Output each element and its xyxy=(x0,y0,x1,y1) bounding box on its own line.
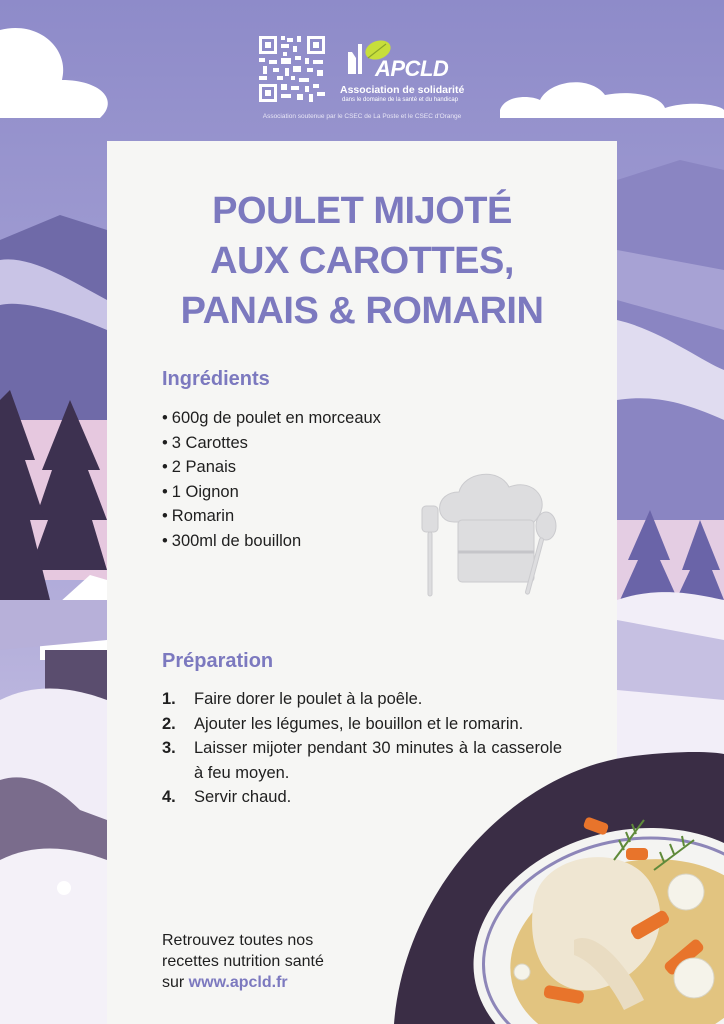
step-text: Servir chaud. xyxy=(194,788,292,806)
footer-line xyxy=(162,972,324,993)
title-line: AUX CAROTTES, xyxy=(210,240,514,282)
logo-name: APCLD xyxy=(375,56,449,81)
preparation-heading: Préparation xyxy=(162,650,274,672)
step-number: 4. xyxy=(162,788,176,806)
step-item xyxy=(162,687,562,712)
ingredient-item: • 2 Panais xyxy=(162,455,381,480)
logo-tagline: Association de solidarité xyxy=(340,84,465,96)
chef-hat-icon xyxy=(414,462,560,608)
recipe-title xyxy=(107,186,617,336)
step-number: 3. xyxy=(162,739,176,757)
step-text: Faire dorer le poulet à la poêle. xyxy=(194,690,423,708)
sponsor-note: Association soutenue par le CSEC de La Poste et le CSEC d'Orange xyxy=(262,113,462,120)
qr-code[interactable] xyxy=(259,36,325,102)
ingredients-list xyxy=(162,406,381,553)
ingredient-item: • 3 Carottes xyxy=(162,431,381,456)
footer-line: recettes nutrition santé xyxy=(162,953,324,970)
title-line: PANAIS & ROMARIN xyxy=(180,290,544,332)
step-number: 2. xyxy=(162,714,176,733)
ingredient-item: • 600g de poulet en morceaux xyxy=(162,406,381,431)
footer-note xyxy=(162,930,324,993)
step-number: 1. xyxy=(162,690,176,708)
ingredients-heading: Ingrédients xyxy=(162,368,270,390)
website-link[interactable]: www.apcld.fr xyxy=(188,974,288,991)
footer-prefix: sur xyxy=(162,974,189,991)
chicken-plate-illustration xyxy=(394,740,724,1024)
title-line: POULET MIJOTÉ xyxy=(212,190,512,232)
logo-subtitle: dans le domaine de la santé et du handicap xyxy=(342,97,459,103)
ingredient-item: • 300ml de bouillon xyxy=(162,529,381,554)
step-text: Laisser mijoter pendant 30 minutes à la casserole à feu moyen. xyxy=(194,739,562,782)
step-item xyxy=(162,712,562,737)
step-text: Ajouter les légumes, le bouillon et le romarin. xyxy=(194,714,524,733)
footer-line: Retrouvez toutes nos xyxy=(162,932,314,949)
ingredient-item: • Romarin xyxy=(162,504,381,529)
ingredient-item: • 1 Oignon xyxy=(162,480,381,505)
